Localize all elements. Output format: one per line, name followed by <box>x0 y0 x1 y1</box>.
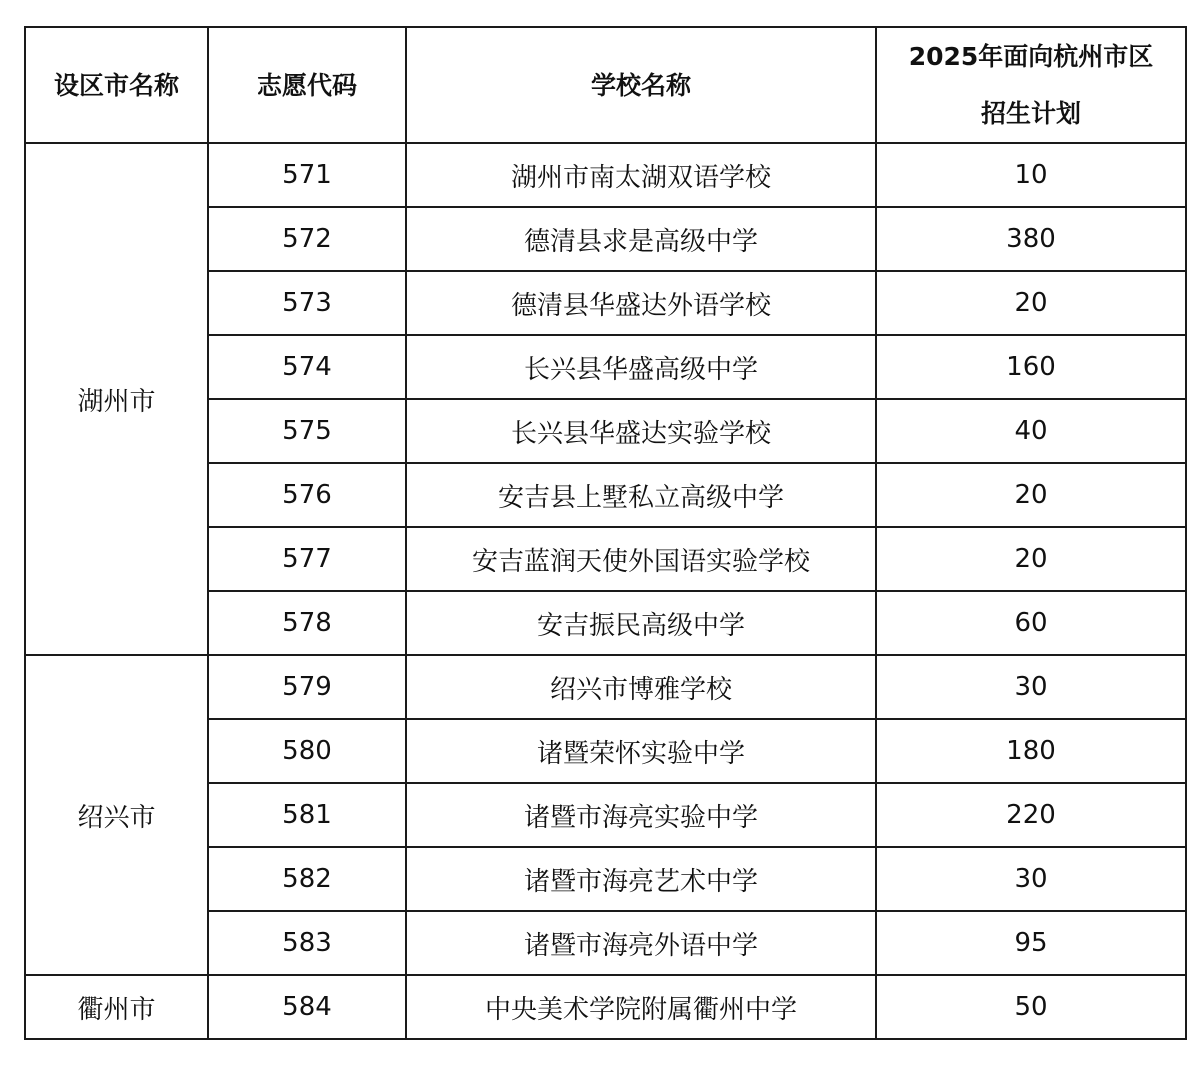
code-cell: 576 <box>208 463 406 527</box>
plan-cell: 50 <box>876 975 1186 1039</box>
city-cell: 绍兴市 <box>25 655 208 975</box>
city-cell: 湖州市 <box>25 143 208 655</box>
plan-cell: 20 <box>876 527 1186 591</box>
plan-cell: 380 <box>876 207 1186 271</box>
table-body <box>25 143 1186 1039</box>
school-cell: 德清县华盛达外语学校 <box>406 271 876 335</box>
plan-cell: 30 <box>876 655 1186 719</box>
code-cell: 577 <box>208 527 406 591</box>
header-city: 设区市名称 <box>25 27 208 143</box>
code-cell: 573 <box>208 271 406 335</box>
school-cell: 诸暨市海亮外语中学 <box>406 911 876 975</box>
school-cell: 安吉蓝润天使外国语实验学校 <box>406 527 876 591</box>
plan-cell: 10 <box>876 143 1186 207</box>
code-cell: 578 <box>208 591 406 655</box>
school-cell: 绍兴市博雅学校 <box>406 655 876 719</box>
header-plan-line2: 招生计划 <box>980 99 1081 128</box>
school-cell: 诸暨荣怀实验中学 <box>406 719 876 783</box>
table-row <box>25 655 1186 719</box>
code-cell: 584 <box>208 975 406 1039</box>
school-cell: 长兴县华盛高级中学 <box>406 335 876 399</box>
school-cell: 长兴县华盛达实验学校 <box>406 399 876 463</box>
header-code: 志愿代码 <box>208 27 406 143</box>
table-row <box>25 143 1186 207</box>
school-cell: 安吉振民高级中学 <box>406 591 876 655</box>
header-plan <box>876 27 1186 143</box>
table-row <box>25 975 1186 1039</box>
plan-cell: 20 <box>876 463 1186 527</box>
city-cell: 衢州市 <box>25 975 208 1039</box>
table-header <box>25 27 1186 143</box>
plan-cell: 60 <box>876 591 1186 655</box>
code-cell: 583 <box>208 911 406 975</box>
code-cell: 579 <box>208 655 406 719</box>
code-cell: 574 <box>208 335 406 399</box>
plan-cell: 180 <box>876 719 1186 783</box>
code-cell: 572 <box>208 207 406 271</box>
code-cell: 582 <box>208 847 406 911</box>
school-cell: 诸暨市海亮艺术中学 <box>406 847 876 911</box>
enrollment-plan-table <box>24 26 1187 1040</box>
plan-cell: 20 <box>876 271 1186 335</box>
code-cell: 581 <box>208 783 406 847</box>
plan-cell: 95 <box>876 911 1186 975</box>
code-cell: 575 <box>208 399 406 463</box>
code-cell: 571 <box>208 143 406 207</box>
code-cell: 580 <box>208 719 406 783</box>
header-school: 学校名称 <box>406 27 876 143</box>
school-cell: 诸暨市海亮实验中学 <box>406 783 876 847</box>
header-row <box>25 27 1186 143</box>
school-cell: 安吉县上墅私立高级中学 <box>406 463 876 527</box>
school-cell: 德清县求是高级中学 <box>406 207 876 271</box>
school-cell: 湖州市南太湖双语学校 <box>406 143 876 207</box>
school-cell: 中央美术学院附属衢州中学 <box>406 975 876 1039</box>
plan-cell: 160 <box>876 335 1186 399</box>
plan-cell: 220 <box>876 783 1186 847</box>
header-plan-line1: 2025年面向杭州市区 <box>908 42 1154 71</box>
plan-cell: 30 <box>876 847 1186 911</box>
plan-cell: 40 <box>876 399 1186 463</box>
